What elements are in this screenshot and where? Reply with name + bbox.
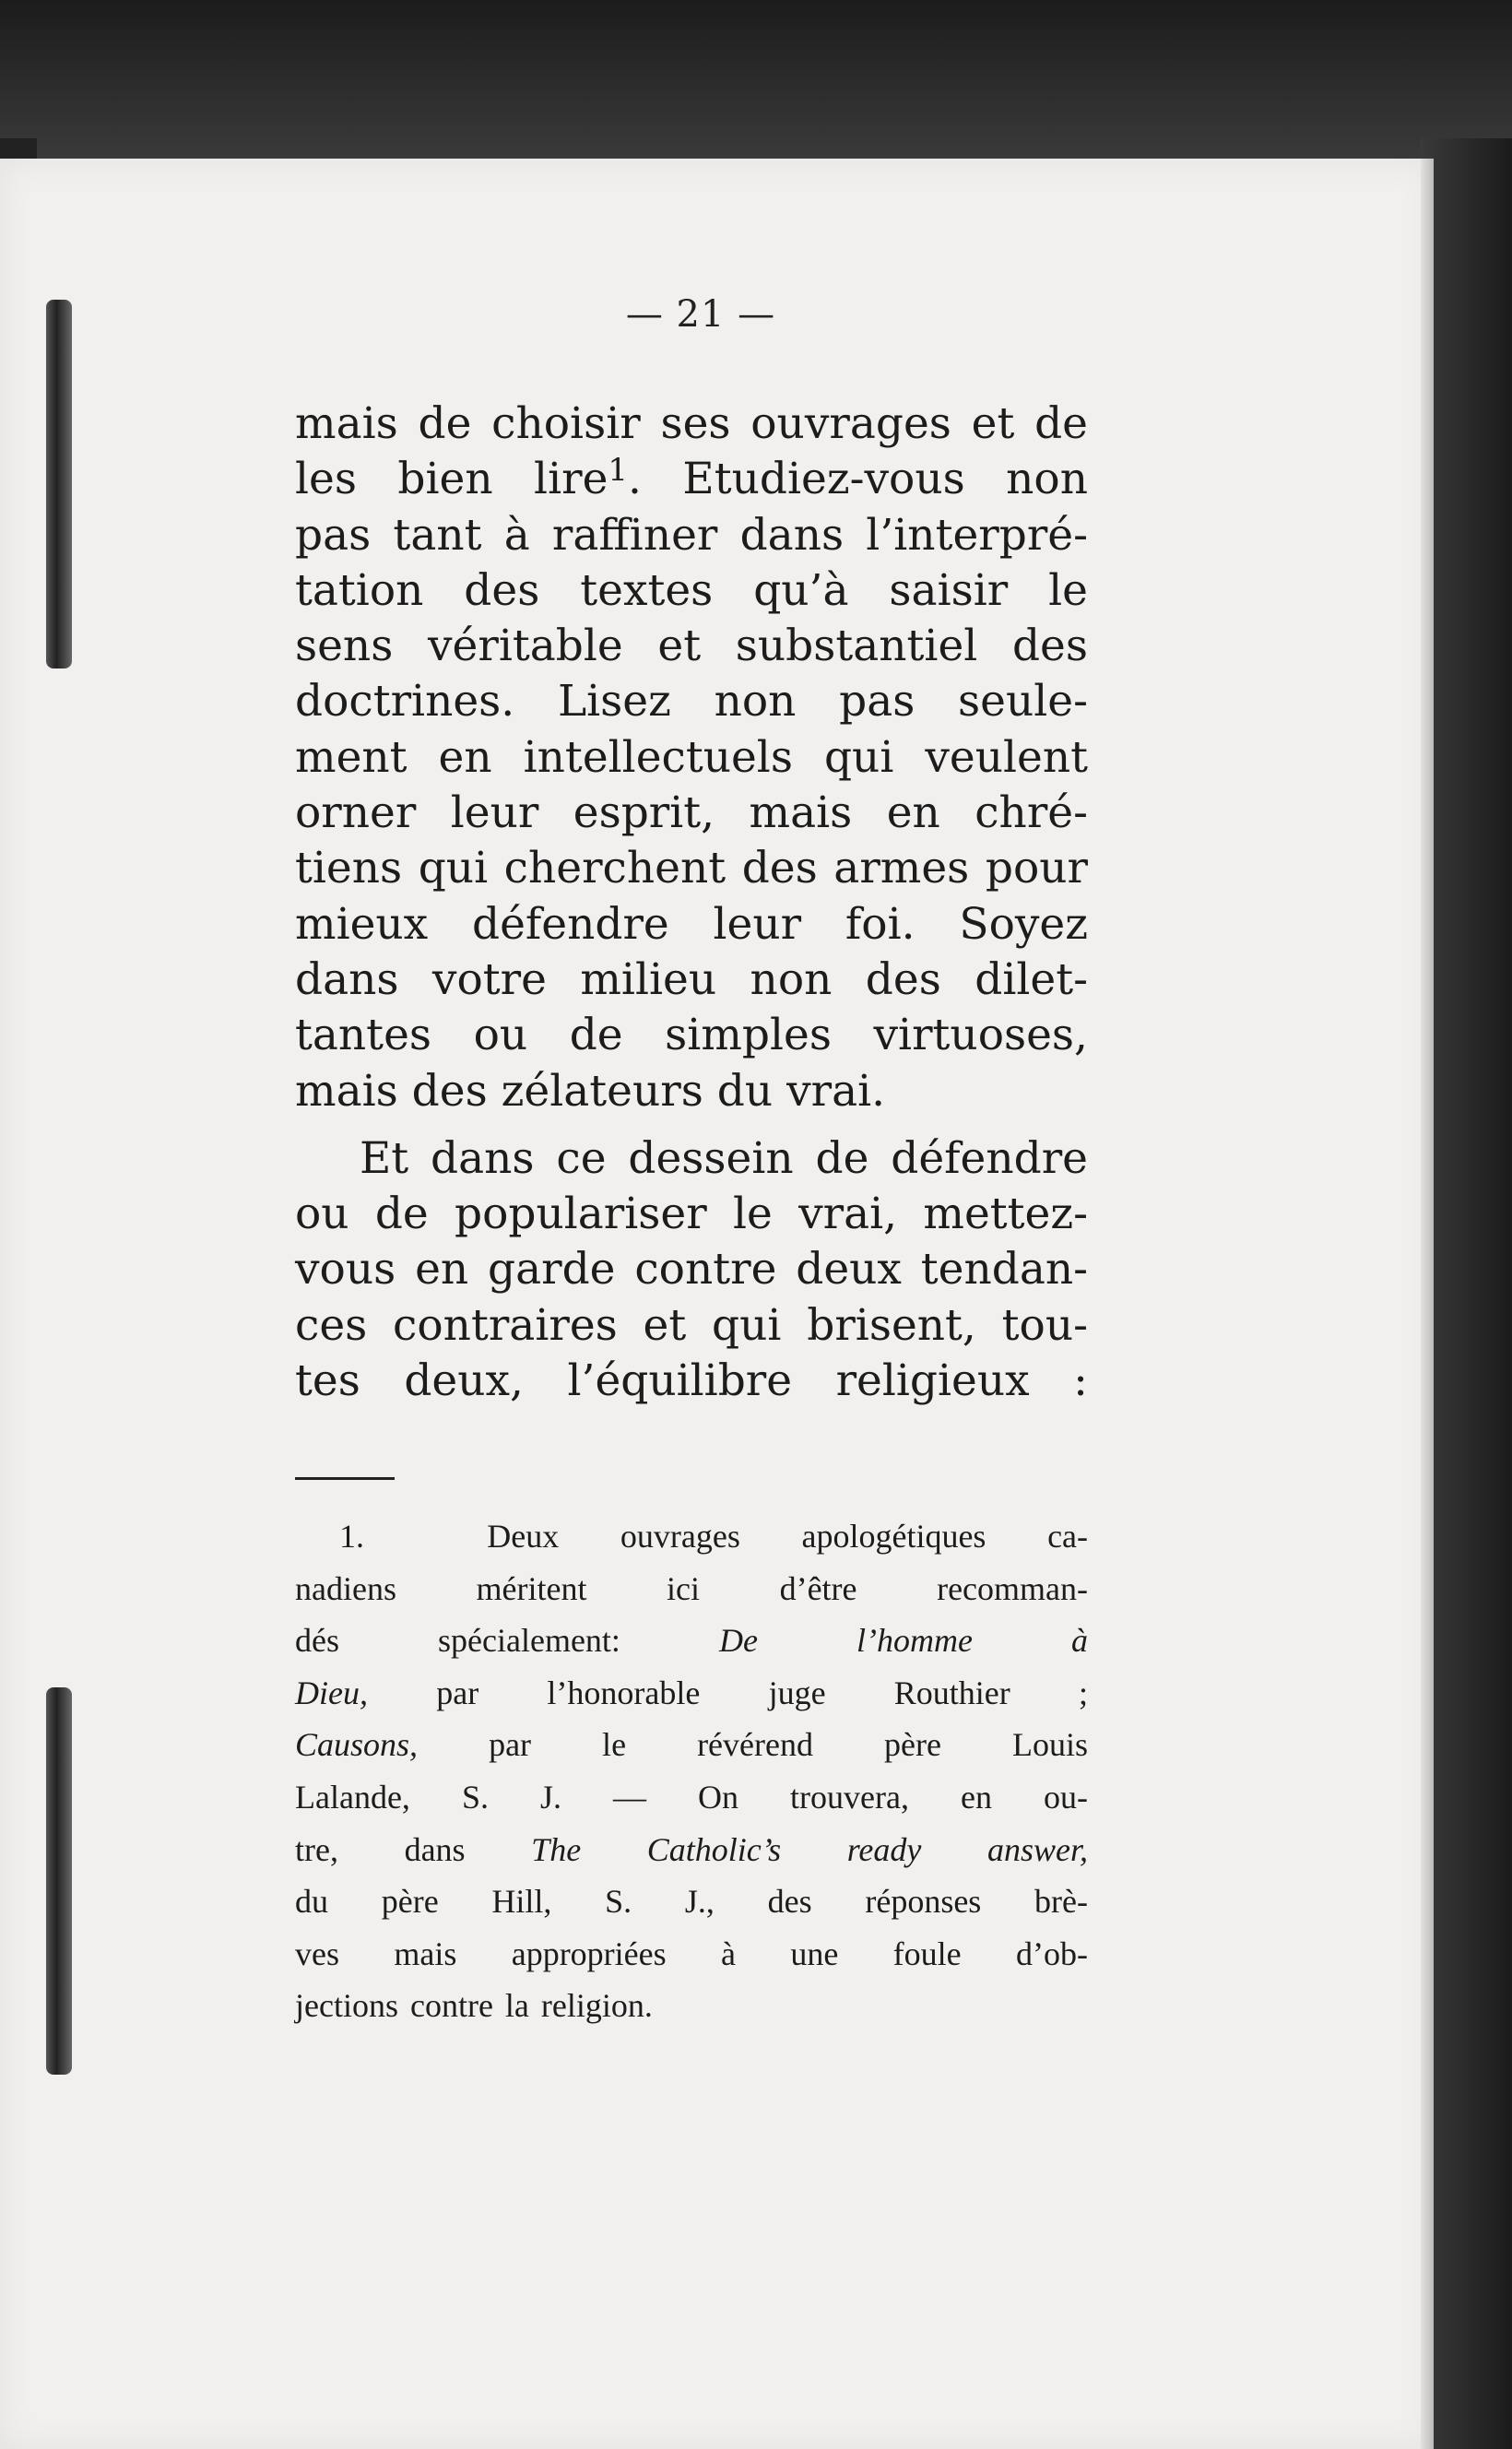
footnote	[295, 1510, 1088, 2032]
scanner-background-top	[0, 0, 1512, 161]
text-line: Et dans ce dessein de défendre	[360, 1132, 1088, 1184]
text-line: orner leur esprit, mais en chré-	[295, 787, 1088, 839]
text-line	[295, 452, 1088, 507]
text-line: mais de choisir ses ouvrages et de	[295, 398, 1088, 449]
text-segment: Deux ouvrages apologétiques ca-	[487, 1518, 1089, 1555]
page-edge	[1421, 159, 1434, 2449]
footnote-line: nadiens méritent ici d’être recomman-	[295, 1569, 1088, 1607]
text-line: doctrines. Lisez non pas seule-	[295, 676, 1088, 728]
text-segment: . Etudiez-vous non	[628, 454, 1088, 505]
text-segment: dés spécialement:	[295, 1622, 620, 1660]
footnote-number: 1.	[339, 1518, 364, 1555]
footnote-reference: 1	[608, 452, 629, 490]
text-line: sens véritable et substantiel des	[295, 621, 1088, 672]
text-line: tantes ou de simples virtuoses,	[295, 1010, 1088, 1061]
text-segment: les bien lire	[295, 454, 608, 505]
text-segment: par le révérend père Louis	[489, 1726, 1088, 1764]
paragraph-1	[295, 396, 1088, 1119]
text-line: vous en garde contre deux tendan-	[295, 1244, 1088, 1295]
book-title: De l’homme à	[718, 1622, 1088, 1660]
text-line: ment en intellectuels qui veulent	[295, 731, 1088, 783]
page-number: — 21 —	[625, 293, 776, 336]
footnote-line: du père Hill, S. J., des réponses brè-	[295, 1883, 1088, 1921]
text-line: tiens qui cherchent des armes pour	[295, 843, 1088, 894]
text-line: tation des textes qu’à saisir le	[295, 564, 1088, 616]
book-title: Dieu,	[295, 1674, 368, 1711]
paragraph-2	[295, 1131, 1088, 1409]
footnote-line	[295, 1510, 1088, 1563]
text-line: dans votre milieu non des dilet-	[295, 953, 1088, 1005]
text-segment: par l’honorable juge Routhier ;	[436, 1674, 1089, 1711]
text-line: mais des zélateurs du vrai.	[295, 1065, 886, 1117]
footnote-line	[295, 1667, 1088, 1720]
text-line: ou de populariser le vrai, mettez-	[295, 1189, 1088, 1240]
text-line: mieux défendre leur foi. Soyez	[295, 898, 1088, 950]
text-line: pas tant à raffiner dans l’interpré-	[295, 509, 1088, 561]
footnote-line	[295, 1824, 1088, 1876]
footnote-line: jections contre la religion.	[295, 1987, 653, 2025]
footnote-line: Lalande, S. J. — On trouvera, en ou-	[295, 1778, 1088, 1816]
scanner-background-right	[1420, 138, 1512, 2449]
book-title: The Catholic’s ready answer,	[531, 1830, 1088, 1868]
footnote-line	[295, 1719, 1088, 1771]
footnote-line	[295, 1615, 1088, 1667]
text-line: ces contraires et qui brisent, tou-	[295, 1299, 1088, 1351]
text-line: tes deux, l’équilibre religieux :	[295, 1355, 1088, 1407]
body-text	[295, 396, 1088, 1409]
binding-staple-top	[46, 300, 72, 668]
footnote-separator	[295, 1477, 395, 1480]
text-segment: tre, dans	[295, 1830, 466, 1868]
binding-staple-bottom	[46, 1687, 72, 2075]
footnote-line: ves mais appropriées à une foule d’ob-	[295, 1934, 1088, 1972]
book-title: Causons,	[295, 1726, 419, 1764]
